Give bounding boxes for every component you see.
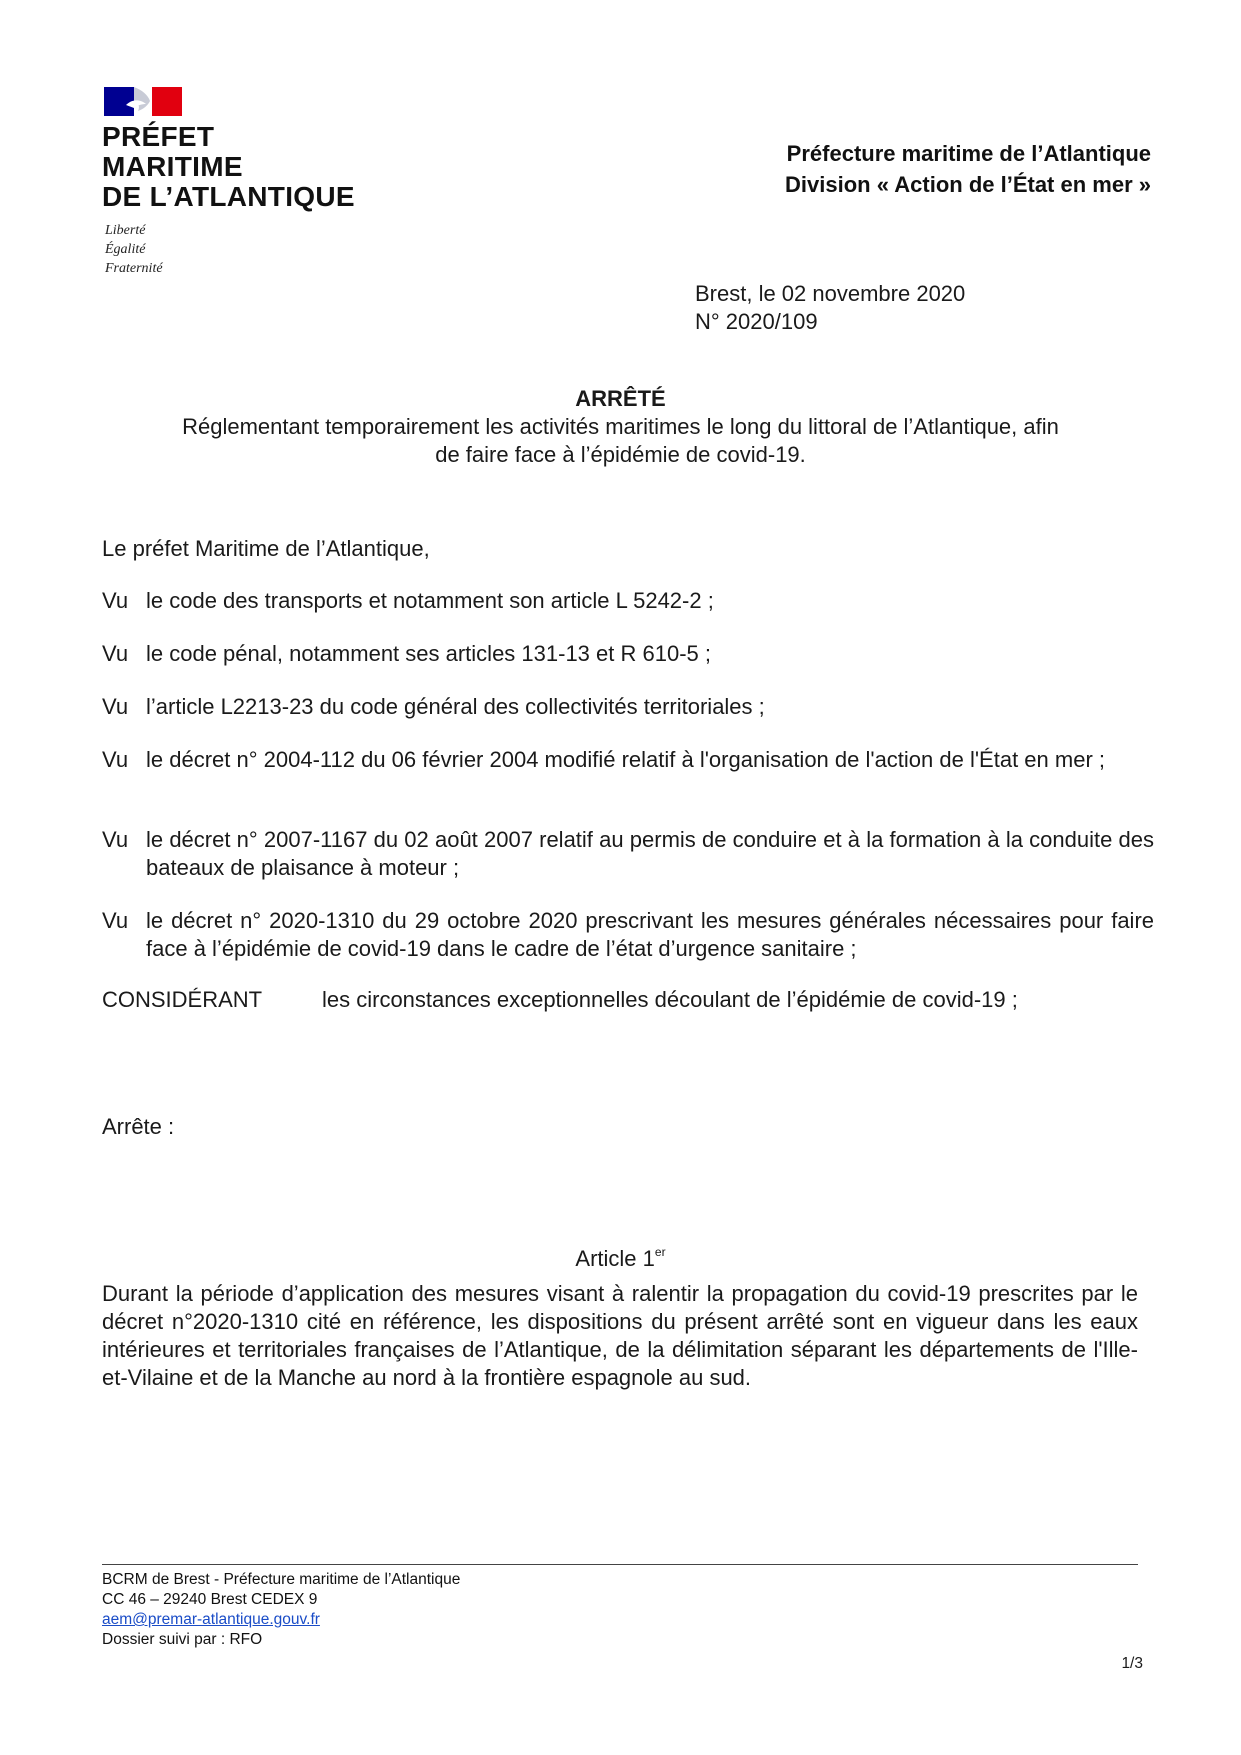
article-title-sup: er	[654, 1245, 666, 1259]
vu-label: Vu	[102, 641, 129, 666]
place-and-date	[695, 280, 965, 336]
motto-line: Fraternité	[105, 261, 163, 276]
vu-label: Vu	[102, 747, 129, 772]
considerant-label: CONSIDÉRANT	[102, 987, 263, 1012]
logo-title-line: MARITIME	[102, 151, 243, 182]
vu-text: le décret n° 2007-1167 du 02 août 2007 relatif au permis de conduire et à la formation à la conduite des bateaux de plaisance à moteur ;	[146, 827, 1154, 880]
issuer-division: Division « Action de l’État en mer »	[785, 172, 1151, 197]
footer	[102, 1570, 460, 1650]
vu-item	[102, 746, 1154, 774]
vu-text: le décret n° 2004-112 du 06 février 2004 modifié relatif à l'organisation de l'action de l'État en mer ;	[146, 747, 1105, 772]
vu-label: Vu	[102, 908, 129, 933]
vu-item	[102, 826, 1154, 882]
vu-text: le code pénal, notamment ses articles 131-13 et R 610-5 ;	[146, 641, 711, 666]
document-subtitle: de faire face à l’épidémie de covid-19.	[435, 442, 806, 467]
article-body: Durant la période d’application des mesures visant à ralentir la propagation du covid-19 prescrites par le décret n°2020-1310 cité en référence, les dispositions du présent arrêté sont en vigueur dans les eaux intérieures et territoriales françaises de l’Atlantique, de la délimitation séparant les départements de l'Ille-et-Vilaine et de la Manche au nord à la frontière espagnole au sud.	[102, 1281, 1138, 1390]
considerant-item	[102, 986, 1154, 1014]
vu-item	[102, 587, 1154, 615]
article-title-text: Article 1	[575, 1246, 655, 1271]
vu-item	[102, 640, 1154, 668]
issuer-header	[785, 138, 1151, 200]
document-title: ARRÊTÉ	[575, 386, 666, 411]
vu-label: Vu	[102, 588, 129, 613]
date-line: Brest, le 02 novembre 2020	[695, 281, 966, 306]
prefet-logo-title	[102, 122, 355, 212]
logo-title-line: PRÉFET	[102, 121, 215, 152]
motto-line: Égalité	[105, 242, 146, 257]
vu-label: Vu	[102, 694, 129, 719]
document-subtitle: Réglementant temporairement les activités maritimes le long du littoral de l’Atlantique, afin	[182, 414, 1059, 439]
issuer-name: Préfecture maritime de l’Atlantique	[786, 141, 1151, 166]
footer-contact-line: Dossier suivi par : RFO	[102, 1631, 263, 1648]
motto-line: Liberté	[105, 223, 146, 238]
document-number: N° 2020/109	[695, 309, 818, 334]
vu-item	[102, 693, 1154, 721]
republic-motto	[105, 221, 163, 278]
considerant-text: les circonstances exceptionnelles découlant de l’épidémie de covid-19 ;	[322, 987, 1018, 1012]
page-number: 1/3	[1121, 1655, 1143, 1672]
article-title	[102, 1238, 1139, 1273]
footer-divider	[102, 1564, 1138, 1565]
vu-label: Vu	[102, 827, 129, 852]
document-heading	[102, 385, 1139, 469]
marianne-logo-icon	[104, 87, 182, 116]
logo-title-line: DE L’ATLANTIQUE	[102, 181, 355, 212]
footer-address-line: CC 46 – 29240 Brest CEDEX 9	[102, 1591, 318, 1608]
arrete-label: Arrête :	[102, 1114, 175, 1139]
vu-item	[102, 907, 1154, 963]
vu-text: l’article L2213-23 du code général des collectivités territoriales ;	[146, 694, 765, 719]
vu-text: le décret n° 2020-1310 du 29 octobre 2020 prescrivant les mesures générales nécessaires pour faire face à l’épidémie de covid-19 dans le cadre de l’état d’urgence sanitaire ;	[146, 908, 1154, 961]
intro-line: Le préfet Maritime de l’Atlantique,	[102, 536, 430, 561]
footer-address-line: BCRM de Brest - Préfecture maritime de l’Atlantique	[102, 1571, 461, 1588]
vu-text: le code des transports et notamment son article L 5242-2 ;	[146, 588, 714, 613]
footer-email-link[interactable]: aem@premar-atlantique.gouv.fr	[102, 1611, 320, 1628]
